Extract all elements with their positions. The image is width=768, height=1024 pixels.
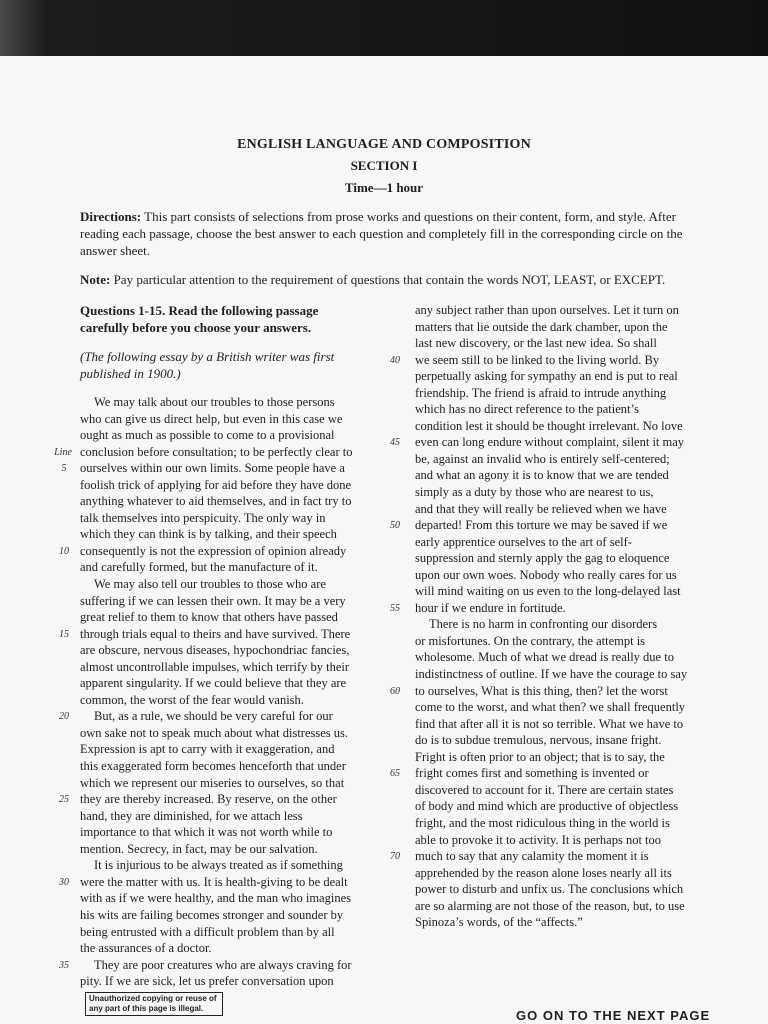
line-number: Line bbox=[54, 446, 72, 458]
passage-line bbox=[390, 434, 710, 451]
passage-line bbox=[390, 517, 710, 534]
passage-line-text: we seem still to be linked to the living world. By bbox=[415, 352, 660, 367]
passage-line-text: able to provoke it to activity. It is perhaps not too bbox=[415, 832, 662, 847]
passage-line-text: to ourselves, What is this thing, then? let the worst bbox=[415, 683, 668, 698]
passage-line-text: are obscure, nervous diseases, hypochondriac fancies, bbox=[80, 643, 350, 658]
line-number: 10 bbox=[59, 545, 69, 557]
passage-line-text: last new discovery, or the last new idea. So shall bbox=[415, 336, 657, 351]
passage-line-text: consequently is not the expression of opinion already bbox=[80, 543, 347, 558]
scan-edge-bar bbox=[0, 0, 768, 56]
questions-heading-line: carefully before you choose your answers. bbox=[80, 320, 312, 335]
passage-line bbox=[80, 659, 376, 676]
passage-line-text: who can give us direct help, but even in this case we bbox=[80, 411, 343, 426]
copyright-line: any part of this page is illegal. bbox=[89, 1004, 204, 1013]
passage-line bbox=[80, 692, 376, 709]
passage-line-text: come to the worst, and what then? we shall frequently bbox=[415, 700, 686, 715]
passage-line-text: anything whatever to aid themselves, and in fact try to bbox=[80, 494, 352, 509]
passage-line-text: mention. Secrecy, in fact, may be our salvation. bbox=[80, 841, 318, 856]
line-number: 70 bbox=[390, 851, 400, 863]
passage-intro bbox=[80, 348, 376, 382]
passage-line bbox=[80, 758, 376, 775]
passage-line bbox=[415, 815, 710, 832]
passage-line-text: But, as a rule, we should be very careful for our bbox=[94, 709, 333, 724]
passage-line-text: apprehended by the reason alone loses nearly all its bbox=[415, 865, 672, 880]
passage-line-text: We may talk about our troubles to those persons bbox=[94, 395, 335, 409]
passage-line bbox=[415, 666, 710, 683]
passage-line bbox=[415, 732, 710, 749]
passage-line-text: common, the worst of the fear would vanish. bbox=[80, 692, 304, 707]
passage-right-column bbox=[390, 302, 710, 931]
passage-line-text: or misfortunes. On the contrary, the attempt is bbox=[415, 633, 646, 648]
passage-line bbox=[415, 319, 710, 336]
passage-line bbox=[80, 675, 376, 692]
passage-line-text: do is to subdue tremulous, nervous, insane fright. bbox=[415, 733, 662, 748]
passage-line-text: any subject rather than upon ourselves. Let it turn on bbox=[415, 303, 679, 317]
passage-line-text: conclusion before consultation; to be perfectly clear to bbox=[80, 444, 353, 459]
passage-line-text: early apprentice ourselves to the art of self- bbox=[415, 534, 632, 549]
passage-line-text: foolish trick of applying for aid before they have done bbox=[80, 477, 352, 492]
passage-line bbox=[415, 699, 710, 716]
passage-line bbox=[80, 526, 376, 543]
passage-line-text: We may also tell our troubles to those who are bbox=[94, 577, 326, 592]
copyright-line: Unauthorized copying or reuse of bbox=[89, 994, 217, 1003]
passage-line-text: apparent singularity. If we could believe that they are bbox=[80, 676, 347, 691]
go-on-next-page: GO ON TO THE NEXT PAGE bbox=[516, 1008, 711, 1023]
passage-line bbox=[80, 808, 376, 825]
passage-line bbox=[415, 335, 710, 352]
passage-line-text: hour if we endure in fortitude. bbox=[415, 600, 566, 615]
passage-line-text: perpetually asking for sympathy an end is put to real bbox=[415, 369, 678, 384]
passage-line-text: Fright is often prior to an object; that is to say, the bbox=[415, 749, 665, 764]
passage-line bbox=[80, 890, 376, 907]
section-label: SECTION I bbox=[350, 158, 418, 173]
passage-line bbox=[59, 626, 376, 643]
passage-line-text: and what an agony it is to know that we are tended bbox=[415, 468, 669, 483]
passage-line bbox=[80, 642, 376, 659]
passage-line bbox=[415, 368, 710, 385]
line-number: 35 bbox=[59, 959, 69, 971]
passage-line-text: indistinctness of outline. If we have the courage to say bbox=[415, 667, 688, 682]
line-number: 25 bbox=[59, 794, 69, 806]
passage-line-text: own sake not to speak much about what distresses us. bbox=[80, 725, 349, 740]
passage-line-text: great relief to them to know that others have passed bbox=[80, 610, 338, 625]
passage-line-text: discovered to account for it. There are certain states bbox=[415, 782, 674, 797]
line-number: 40 bbox=[390, 354, 400, 366]
passage-line-text: they are thereby increased. By reserve, on the other bbox=[80, 792, 337, 807]
passage-line bbox=[415, 401, 710, 418]
passage-line bbox=[415, 633, 710, 650]
passage-line bbox=[59, 957, 376, 974]
passage-line bbox=[80, 973, 376, 990]
passage-line bbox=[415, 898, 710, 915]
passage-line bbox=[80, 775, 376, 792]
passage-line-text: It is injurious to be always treated as if something bbox=[94, 858, 343, 873]
passage-line bbox=[415, 467, 710, 484]
passage-line-text: will mind waiting on us even to the long-delayed last bbox=[415, 584, 681, 599]
passage-line-text: the assurances of a doctor. bbox=[80, 941, 212, 956]
page-header bbox=[0, 136, 768, 197]
passage-line bbox=[415, 716, 710, 733]
passage-line bbox=[80, 593, 376, 610]
passage-line-text: talk themselves into perspicuity. The only way in bbox=[80, 510, 326, 525]
passage-line-text: upon our own woes. Nobody who really cares for us bbox=[415, 567, 677, 582]
note-text: Pay particular attention to the requirement of questions that contain the words NOT, LEAST, or EXCEPT. bbox=[113, 272, 666, 287]
passage-line-text: suffering if we can lessen their own. It may be a very bbox=[80, 593, 346, 608]
directions-paragraph bbox=[80, 208, 702, 259]
line-number: 20 bbox=[59, 711, 69, 723]
passage-line bbox=[390, 683, 710, 700]
passage-line-text: even can long endure without complaint, silent it may bbox=[415, 435, 685, 450]
copyright-notice bbox=[85, 992, 223, 1016]
passage-line bbox=[80, 725, 376, 742]
passage-intro-line: published in 1900.) bbox=[80, 366, 181, 381]
note-paragraph bbox=[80, 271, 702, 288]
passage-line bbox=[415, 881, 710, 898]
line-number: 30 bbox=[59, 876, 69, 888]
passage-line bbox=[415, 649, 710, 666]
passage-line bbox=[59, 708, 376, 725]
passage-line-text: his wits are failing becomes stronger and sounder by bbox=[80, 907, 344, 922]
passage-line bbox=[415, 865, 710, 882]
passage-line bbox=[415, 749, 710, 766]
passage-line-text: ought as much as possible to come to a provisional bbox=[80, 428, 335, 443]
time-limit: Time—1 hour bbox=[344, 180, 424, 195]
passage-line bbox=[415, 501, 710, 518]
passage-line-text: which they can think is by talking, and their speech bbox=[80, 527, 337, 542]
passage-line bbox=[415, 418, 710, 435]
passage-line bbox=[80, 477, 376, 494]
passage-line bbox=[80, 559, 376, 576]
passage-line-text: matters that lie outside the dark chamber, upon the bbox=[415, 319, 668, 334]
passage-line bbox=[80, 741, 376, 758]
passage-line bbox=[415, 484, 710, 501]
directions-text: This part consists of selections from prose works and questions on their content, form, and style. After reading each passage, choose the best answer to each question and completely fill in the corresponding circle on the answer sheet. bbox=[80, 209, 683, 258]
passage-line-text: be, against an invalid who is entirely self-centered; bbox=[415, 451, 670, 466]
passage-line bbox=[59, 543, 376, 560]
passage-line-text: condition lest it should be thought irrelevant. No love bbox=[415, 418, 683, 433]
note-label: Note: bbox=[80, 272, 111, 287]
passage-line-text: hand, they are diminished, for we attach less bbox=[80, 808, 303, 823]
line-number: 15 bbox=[59, 628, 69, 640]
passage-line bbox=[415, 832, 710, 849]
passage-line-text: There is no harm in confronting our disorders bbox=[429, 617, 658, 632]
exam-title: ENGLISH LANGUAGE AND COMPOSITION bbox=[237, 137, 531, 152]
passage-line bbox=[415, 798, 710, 815]
passage-line bbox=[80, 576, 376, 593]
passage-left-column bbox=[54, 302, 376, 990]
passage-line bbox=[80, 427, 376, 444]
line-number: 60 bbox=[390, 685, 400, 697]
passage-line-text: which has no direct reference to the patient’s bbox=[415, 402, 639, 417]
passage-line bbox=[390, 352, 710, 369]
passage-line bbox=[415, 567, 710, 584]
passage-line bbox=[59, 791, 376, 808]
passage-line bbox=[80, 841, 376, 858]
passage-line bbox=[80, 493, 376, 510]
questions-heading-line: Questions 1-15. Read the following passage bbox=[80, 303, 319, 318]
passage-line-text: friendship. The friend is afraid to intrude anything bbox=[415, 385, 667, 400]
passage-line-text: suppression and sternly apply the gag to eloquence bbox=[415, 551, 670, 566]
passage-line bbox=[415, 385, 710, 402]
passage-line-text: this exaggerated form becomes henceforth that under bbox=[80, 759, 346, 774]
passage-line bbox=[80, 924, 376, 941]
passage-line bbox=[61, 460, 376, 477]
passage-line bbox=[415, 451, 710, 468]
passage-line bbox=[390, 848, 710, 865]
passage-line bbox=[80, 609, 376, 626]
passage-line-text: Spinoza’s words, of the “affects.” bbox=[415, 915, 583, 930]
passage-line bbox=[390, 600, 710, 617]
passage-line bbox=[80, 940, 376, 957]
passage-line bbox=[80, 411, 376, 428]
passage-line bbox=[80, 857, 376, 874]
passage-line-text: were the matter with us. It is health-giving to be dealt bbox=[80, 874, 348, 889]
line-number: 5 bbox=[61, 463, 67, 475]
passage-line bbox=[80, 824, 376, 841]
passage-line-text: wholesome. Much of what we dread is really due to bbox=[415, 650, 674, 665]
passage-line-text: ourselves within our own limits. Some people have a bbox=[80, 461, 345, 476]
passage-line-text: and that they will really be relieved when we have bbox=[415, 501, 667, 516]
line-number: 50 bbox=[390, 520, 400, 532]
line-number: 65 bbox=[390, 768, 400, 780]
passage-line-text: They are poor creatures who are always craving for bbox=[94, 957, 352, 972]
passage-line-text: power to disturb and unfix us. The conclusions which bbox=[415, 882, 684, 897]
passage-line-text: importance to that which it was not worth while to bbox=[80, 825, 333, 840]
passage-intro-line: (The following essay by a British writer was first bbox=[80, 349, 335, 364]
passage-right-text bbox=[390, 302, 710, 931]
passage-line bbox=[80, 510, 376, 527]
passage-line bbox=[59, 874, 376, 891]
passage-line-text: almost uncontrollable impulses, which terrify by their bbox=[80, 659, 350, 674]
passage-line bbox=[80, 907, 376, 924]
passage-line-text: Expression is apt to carry with it exaggeration, and bbox=[80, 742, 335, 757]
passage-line bbox=[415, 914, 710, 931]
line-number: 45 bbox=[390, 437, 400, 449]
directions-label: Directions: bbox=[80, 209, 142, 224]
passage-line-text: and carefully formed, but the manufacture of it. bbox=[80, 560, 318, 575]
passage-line-text: departed! From this torture we may be saved if we bbox=[415, 518, 668, 533]
passage-line bbox=[415, 583, 710, 600]
passage-line-text: fright comes first and something is invented or bbox=[415, 766, 649, 781]
passage-line bbox=[80, 394, 376, 411]
passage-line-text: fright, and the most ridiculous thing in the world is bbox=[415, 815, 670, 830]
passage-line-text: pity. If we are sick, let us prefer conversation upon bbox=[80, 974, 334, 989]
passage-line-text: much to say that any calamity the moment it is bbox=[415, 849, 649, 864]
passage-line-text: are so alarming are not those of the reason, but, to use bbox=[415, 898, 685, 913]
passage-line bbox=[415, 550, 710, 567]
passage-line bbox=[415, 534, 710, 551]
passage-line bbox=[415, 782, 710, 799]
passage-line bbox=[415, 616, 710, 633]
line-number: 55 bbox=[390, 602, 400, 614]
passage-line-text: with as if we were healthy, and the man who imagines bbox=[80, 891, 351, 906]
passage-line-text: simply as a duty by those who are nearest to us, bbox=[415, 485, 654, 500]
passage-line bbox=[415, 302, 710, 319]
passage-line-text: through trials equal to theirs and have survived. There bbox=[80, 626, 351, 641]
passage-line bbox=[390, 765, 710, 782]
passage-line bbox=[54, 444, 376, 461]
passage-line-text: of body and mind which are productive of objectless bbox=[415, 799, 679, 814]
questions-heading bbox=[80, 302, 376, 336]
passage-line-text: find that after all it is not so terrible. What we have to bbox=[415, 716, 684, 731]
passage-line-text: being entrusted with a difficult problem than by all bbox=[80, 924, 335, 939]
passage-line-text: which we represent our miseries to ourselves, so that bbox=[80, 775, 345, 790]
passage-left-text bbox=[54, 394, 376, 990]
